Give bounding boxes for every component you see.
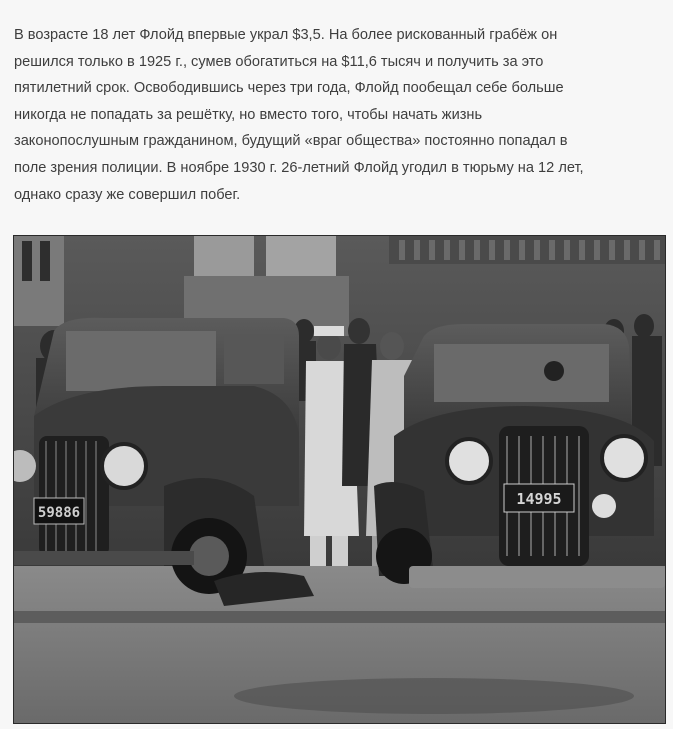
column [194,236,254,281]
license-plate-right: 14995 [516,490,562,508]
paragraph-line: никогда не попадать за решётку, но вместо того, чтобы начать жизнь [14,106,483,123]
left-car [14,318,299,594]
photo-illustration [14,236,665,723]
paragraph-line: решился только в 1925 г., сумев обогатиться на $11,6 тысяч и получить за это [14,53,544,70]
license-plate-left: 59886 [37,505,81,521]
bumper [409,566,665,588]
paragraph-line: однако сразу же совершил побег. [14,186,241,203]
article-paragraph [14,22,662,208]
historical-photo [13,235,666,724]
paragraph-line: пятилетний срок. Освободившись через три года, Флойд пообещал себе больше [14,80,564,97]
paragraph-line: поле зрения полиции. В ноябре 1930 г. 26-летний Флойд угодил в тюрьму на 12 лет, [14,159,584,176]
column [266,236,336,281]
paragraph-line: законопослушным гражданином, будущий «враг общества» постоянно попадал в [14,133,568,150]
paragraph-line: В возрасте 18 лет Флойд впервые украл $3,5. На более рискованный грабёж он [14,27,558,43]
